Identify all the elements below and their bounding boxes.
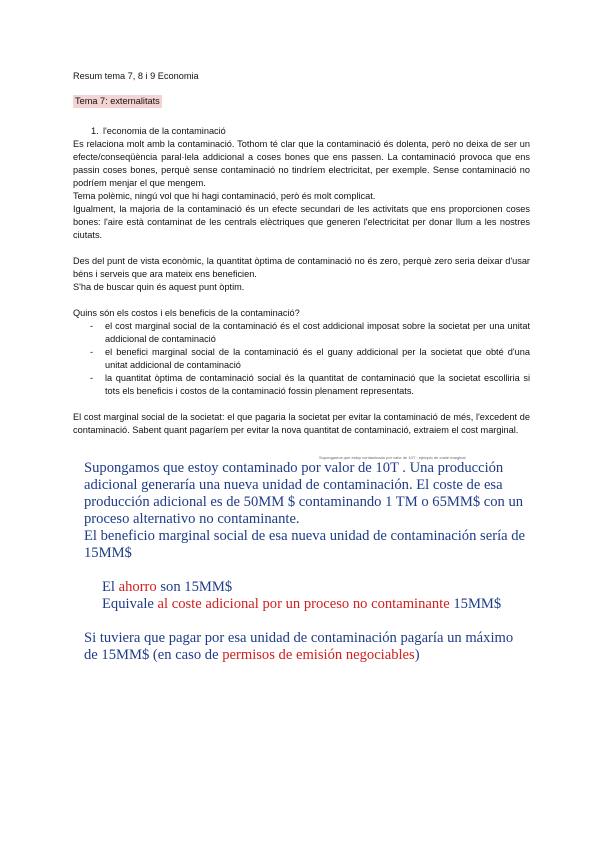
paragraph-2: Tema polèmic, ningú vol que hi hagi contaminació, però és molt complicat. bbox=[73, 191, 376, 201]
paragraph-5: S'ha de buscar quin és aquest punt òptim. bbox=[73, 282, 245, 292]
bullet-list bbox=[73, 320, 530, 398]
slide-paragraph-final: Si tuviera que pagar por esa unidad de contaminación pagaría un máximo de 15MM$ (en caso de permisos de emisión negociables) bbox=[84, 630, 514, 663]
list-item: - la quantitat òptima de contaminació social és la quantitat de contaminació que la societat escolliria si tots els beneficis i costos de la contaminació fossin plenament representats. bbox=[90, 373, 530, 396]
slide-paragraph-1: Supongamos que estoy contaminado por valor de 10T . Una producción adicional generaría una nueva unidad de contaminación. El coste de esa producción adicional es de 50MM $ contaminando 1 TM o 65MM$ con un proceso alternativo no contaminante. bbox=[84, 460, 524, 527]
slide-tiny-header: Supongamos que estoy contaminado por valor de 10T · ejemplo de coste marginal bbox=[319, 455, 466, 460]
slide-equivale-line: Equivale al coste adicional por un proceso no contaminante 15MM$ bbox=[102, 596, 502, 612]
document-body bbox=[73, 70, 530, 437]
list-number: 1. bbox=[91, 126, 99, 136]
document-title: Resum tema 7, 8 i 9 Economia bbox=[73, 71, 199, 81]
bullet-dash: - bbox=[90, 321, 94, 331]
slide-paragraph-2: El beneficio marginal social de esa nueva unidad de contaminación sería de 15MM$ bbox=[84, 528, 526, 561]
numbered-heading-text: l'economia de la contaminació bbox=[103, 126, 226, 136]
paragraph-6: El cost marginal social de la societat: el que pagaria la societat per evitar la contaminació de més, l'excedent de contaminació. Sabent quant pagaríem per evitar la nova quantitat de contaminació, extraiem el cost marginal. bbox=[73, 412, 530, 435]
list-item: - el benefici marginal social de la contaminació és el guany addicional per la societat que obté d'una unitat addicional de contaminació bbox=[90, 347, 530, 370]
question-line: Quins són els costos i els beneficis de la contaminació? bbox=[73, 308, 300, 318]
paragraph-1: Es relaciona molt amb la contaminació. Tothom té clar que la contaminació és dolenta, però no deixa de ser un efecte/conseqüència paral·lela addicional a coses bones que ens passen. La contaminació provoca que ens passin coses bones, perquè sense contaminació no tindríem electricitat, per exemple. Sense contaminació no podríem menjar el que mengem. bbox=[73, 139, 530, 188]
section-heading: Tema 7: externalitats bbox=[75, 96, 160, 106]
list-item: - el cost marginal social de la contaminació és el cost addicional imposat sobre la societat per una unitat addicional de contaminació bbox=[90, 321, 530, 344]
bullet-dash: - bbox=[90, 373, 94, 383]
paragraph-3: Igualment, la majoria de la contaminació és un efecte secundari de les activitats que ens proporcionen coses bones: l'aire està contaminat de les centrals elèctriques que generen l'electricitat per donar llum a les nostres ciutats. bbox=[73, 204, 530, 240]
paragraph-4: Des del punt de vista econòmic, la quantitat òptima de contaminació no és zero, perquè zero seria deixar d'usar béns i serveis que ara mateix ens beneficien. bbox=[73, 256, 530, 279]
section-heading-wrapper bbox=[73, 95, 530, 120]
slide-ahorro-line: El ahorro son 15MM$ bbox=[102, 579, 233, 595]
embedded-slide-image bbox=[84, 455, 530, 670]
bullet-dash: - bbox=[90, 347, 94, 357]
numbered-heading bbox=[73, 125, 530, 138]
